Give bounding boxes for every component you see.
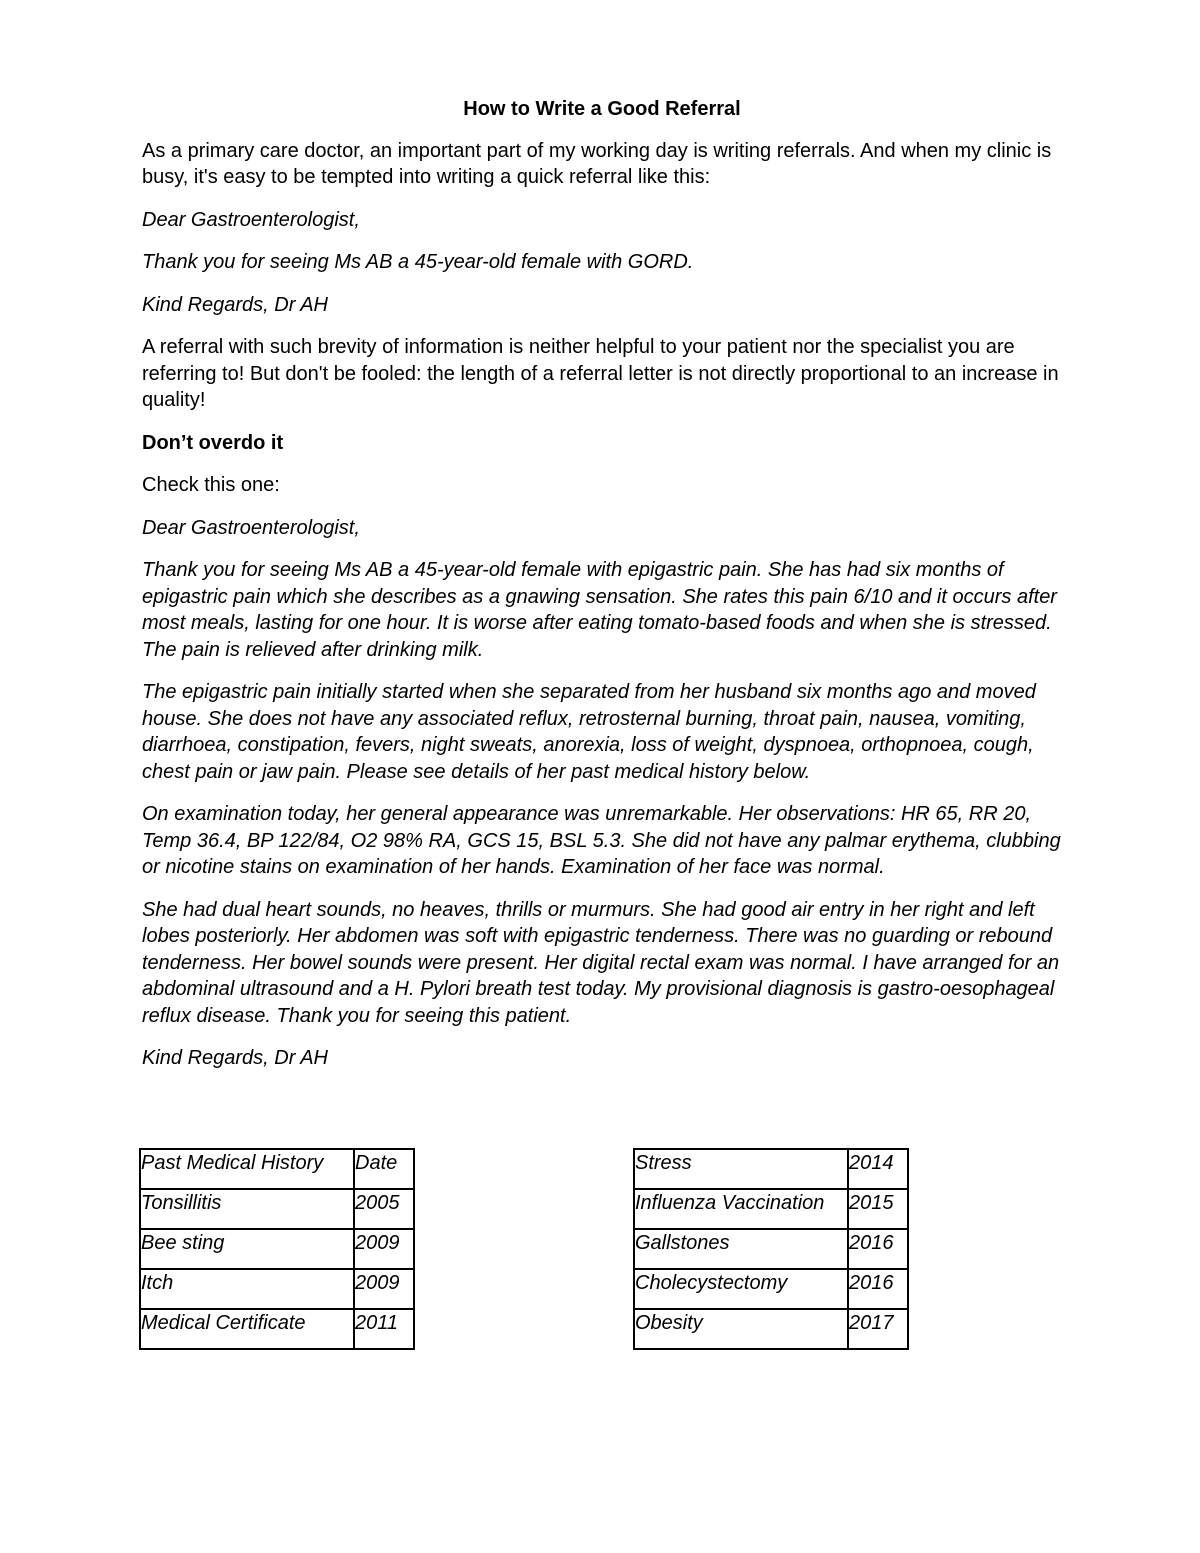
long-letter-paragraph: Thank you for seeing Ms AB a 45-year-old female with epigastric pain. She has had six months of epigastric pain which she describes as a gnawing sensation. She rates this pain 6/10 and it occurs after most meals, lasting for one hour. It is worse after eating tomato-based foods and when she is stressed. The pain is relieved after drinking milk.	[142, 559, 1057, 661]
table-cell: Itch	[140, 1269, 354, 1309]
document-page	[142, 96, 1062, 1088]
table-cell: 2005	[354, 1189, 414, 1229]
table-row	[140, 1189, 414, 1229]
table-row	[140, 1309, 414, 1349]
table-cell: Stress	[634, 1149, 848, 1189]
table-row	[634, 1149, 908, 1189]
table-cell: 2017	[848, 1309, 908, 1349]
long-letter-paragraph: On examination today, her general appearance was unremarkable. Her observations: HR 65, RR 20, Temp 36.4, BP 122/84, O2 98% RA, GCS 15, BSL 5.3. She did not have any palmar erythema, clubbing or nicotine stains on examination of her hands. Examination of her face was normal.	[142, 803, 1061, 878]
page-title: How to Write a Good Referral	[463, 98, 741, 120]
commentary-paragraph: A referral with such brevity of information is neither helpful to your patient nor the specialist you are referring to! But don't be fooled: the length of a referral letter is not directly proportional to an increase in quality!	[142, 336, 1059, 411]
table-row	[140, 1269, 414, 1309]
table-cell: Bee sting	[140, 1229, 354, 1269]
table-cell: Gallstones	[634, 1229, 848, 1269]
table-row	[634, 1269, 908, 1309]
table-cell: 2009	[354, 1229, 414, 1269]
table-cell: 2009	[354, 1269, 414, 1309]
table-cell: Influenza Vaccination	[634, 1189, 848, 1229]
table-cell: Date	[354, 1149, 414, 1189]
long-letter-salutation: Dear Gastroenterologist,	[142, 516, 360, 539]
table-row	[140, 1149, 414, 1189]
short-letter-body: Thank you for seeing Ms AB a 45-year-old female with GORD.	[142, 251, 694, 273]
table-row	[634, 1189, 908, 1229]
short-letter-signoff: Kind Regards, Dr AH	[142, 293, 328, 316]
table-cell: 2011	[354, 1309, 414, 1349]
table-cell: Past Medical History	[140, 1149, 354, 1189]
past-medical-history-table-right	[633, 1148, 909, 1350]
long-letter-paragraph: The epigastric pain initially started when she separated from her husband six months ago and moved house. She does not have any associated reflux, retrosternal burning, throat pain, nausea, vomiting, diarrhoea, constipation, fevers, night sweats, anorexia, loss of weight, dyspnoea, orthopnoea, cough, chest pain or jaw pain. Please see details of her past medical history below.	[142, 681, 1036, 783]
table-cell: Obesity	[634, 1309, 848, 1349]
long-letter-paragraph: She had dual heart sounds, no heaves, thrills or murmurs. She had good air entry in her right and left lobes posteriorly. Her abdomen was soft with epigastric tenderness. There was no guarding or rebound tenderness. Her bowel sounds were present. Her digital rectal exam was normal. I have arranged for an abdominal ultrasound and a H. Pylori breath test today. My provisional diagnosis is gastro-oesophageal reflux disease. Thank you for seeing this patient.	[142, 898, 1060, 1027]
short-letter-salutation: Dear Gastroenterologist,	[142, 208, 360, 231]
table-cell: Tonsillitis	[140, 1189, 354, 1229]
table-row	[634, 1229, 908, 1269]
table-cell: Medical Certificate	[140, 1309, 354, 1349]
table-cell: 2014	[848, 1149, 908, 1189]
table-cell: 2016	[848, 1229, 908, 1269]
table-cell: 2016	[848, 1269, 908, 1309]
table-row	[634, 1309, 908, 1349]
section-heading: Don’t overdo it	[142, 431, 284, 454]
intro-paragraph: As a primary care doctor, an important part of my working day is writing referrals. And when my clinic is busy, it's easy to be tempted into writing a quick referral like this:	[142, 139, 1052, 188]
past-medical-history-table-left	[139, 1148, 415, 1350]
table-row	[140, 1229, 414, 1269]
table-cell: 2015	[848, 1189, 908, 1229]
long-letter-signoff: Kind Regards, Dr AH	[142, 1047, 328, 1069]
check-line: Check this one:	[142, 474, 280, 496]
table-cell: Cholecystectomy	[634, 1269, 848, 1309]
